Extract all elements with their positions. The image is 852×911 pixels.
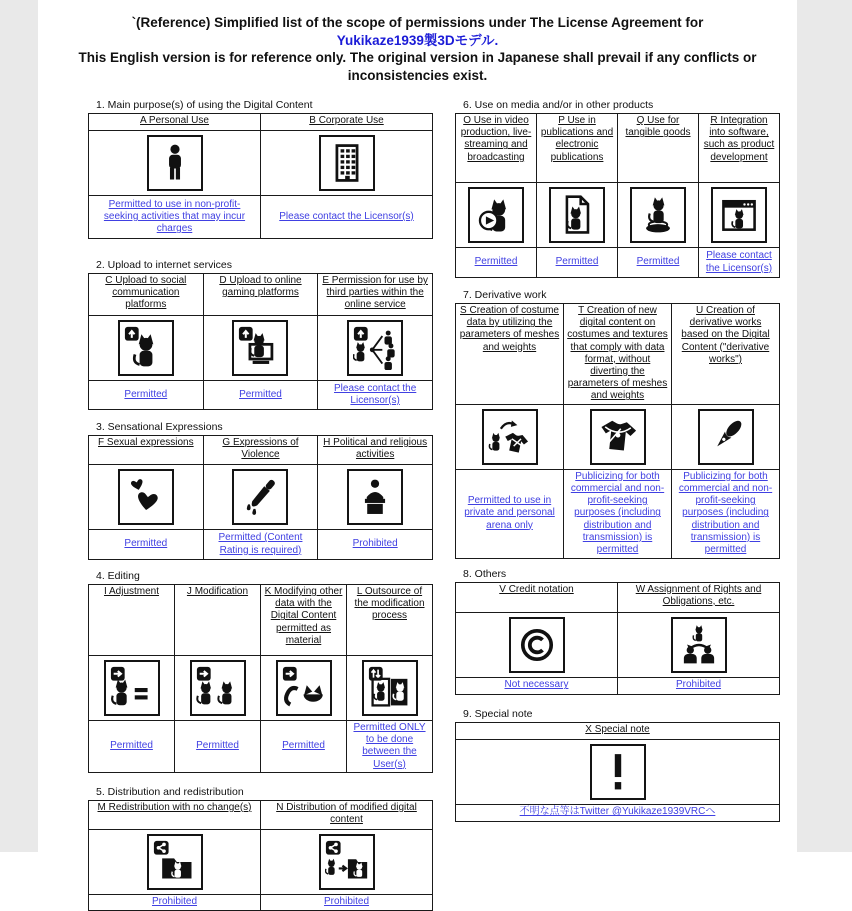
status-text: Permitted xyxy=(110,740,153,752)
costume-sewing-icon xyxy=(590,409,646,465)
section-title: 8. Others xyxy=(463,567,507,580)
status-cell xyxy=(456,248,537,278)
exclamation-icon xyxy=(590,744,646,800)
publication-icon xyxy=(549,187,605,243)
icon-cell xyxy=(261,829,433,894)
status-text: Permitted ONLY to be done between the User(s) xyxy=(353,722,426,770)
status-cell xyxy=(89,894,261,910)
permission-table xyxy=(455,582,780,695)
icon-cell xyxy=(89,316,204,381)
permission-table xyxy=(455,303,780,559)
status-cell xyxy=(261,196,433,239)
permission-table xyxy=(455,113,780,278)
section-2 xyxy=(88,259,433,410)
column-header-label: V Credit notation xyxy=(499,583,574,595)
status-cell xyxy=(456,469,564,558)
column-header-cell xyxy=(203,436,318,465)
status-cell xyxy=(89,381,204,410)
section-1 xyxy=(88,99,433,239)
column-header-cell xyxy=(318,274,433,316)
status-text: 不明な点等はTwitter @Yukikaze1939VRCへ xyxy=(519,806,716,818)
status-text: Publicizing for both commercial and non-profit-seeking purposes (including distribution and transmission) is permitted xyxy=(678,470,773,555)
status-text: Permitted to use in private and personal arena only xyxy=(464,495,555,531)
permission-table xyxy=(88,435,433,560)
share-folder-icon xyxy=(147,834,203,890)
icon-cell xyxy=(89,656,175,721)
status-cell xyxy=(89,196,261,239)
column-header-cell xyxy=(89,800,261,829)
icon-cell xyxy=(672,404,780,469)
arrow-cats-icon xyxy=(190,660,246,716)
video-play-icon xyxy=(468,187,524,243)
icon-cell xyxy=(618,612,780,677)
column-header-cell xyxy=(89,114,261,131)
column-header-label: W Assignment of Rights and Obligations, etc. xyxy=(635,583,762,607)
left-margin-strip xyxy=(0,0,38,852)
permission-table xyxy=(88,584,433,773)
column-header-cell xyxy=(261,585,347,656)
status-cell xyxy=(456,804,780,821)
status-cell xyxy=(347,721,433,773)
permission-table xyxy=(88,800,433,911)
status-text: Permitted xyxy=(636,256,680,268)
column-header-cell xyxy=(89,436,204,465)
status-cell xyxy=(261,894,433,910)
title-line-1: `(Reference) Simplified list of the scope of permissions under The License Agreement for xyxy=(131,15,704,30)
column-header-cell xyxy=(89,274,204,316)
column-header-cell xyxy=(618,582,780,612)
status-text: Please contact the Licensor(s) xyxy=(705,250,773,274)
column-header-cell xyxy=(203,274,318,316)
icon-cell xyxy=(261,131,433,196)
column-header-label: H Political and religious activities xyxy=(323,437,428,461)
title-line-3: This English version is for reference only. The original version in Japanese shall prevail if any conflicts or inconsistencies exist. xyxy=(78,50,757,84)
title-line-2: Yukikaze1939製3Dモデル. xyxy=(336,32,499,48)
status-text: Please contact the Licensor(s) xyxy=(279,210,414,222)
status-cell xyxy=(89,721,175,773)
status-text: Please contact the Licensor(s) xyxy=(334,382,417,406)
share-modified-icon xyxy=(319,834,375,890)
icon-cell xyxy=(89,829,261,894)
section-title: 6. Use on media and/or in other products xyxy=(463,99,654,111)
section-title: 9. Special note xyxy=(463,707,533,720)
column-header-label: J Modification xyxy=(186,586,249,597)
status-text: Permitted xyxy=(124,538,168,550)
status-cell xyxy=(203,530,318,560)
column-header-label: D Upload to online gaming platforms xyxy=(219,275,302,299)
costume-data-icon xyxy=(482,409,538,465)
section-title: 2. Upload to internet services xyxy=(96,259,232,271)
status-text: Permitted (Content Rating is required) xyxy=(218,532,303,556)
column-header-label: U Creation of derivative works based on the Digital Content ("derivative works") xyxy=(681,305,770,365)
status-text: Permitted xyxy=(196,740,239,752)
upload-computer-icon xyxy=(232,320,288,376)
permission-table xyxy=(88,113,433,239)
permission-table xyxy=(455,722,780,822)
icon-cell xyxy=(203,316,318,381)
status-cell xyxy=(699,248,780,278)
column-header-label: N Distribution of modified digital content xyxy=(276,801,417,825)
status-text: Permitted xyxy=(474,256,518,268)
status-text: Permitted xyxy=(282,740,325,752)
column-header-label: G Expressions of Violence xyxy=(222,437,299,461)
status-cell xyxy=(89,530,204,560)
section-8 xyxy=(455,568,780,695)
status-cell xyxy=(318,530,433,560)
knife-icon xyxy=(232,469,288,525)
person-icon xyxy=(147,135,203,191)
column-header-label: L Outsource of the modification process xyxy=(354,586,425,622)
section-title: 3. Sensational Expressions xyxy=(96,421,223,433)
arrow-parts-icon xyxy=(276,660,332,716)
column-header-cell xyxy=(261,114,433,131)
column-header-label: P Use in publications and electronic publications xyxy=(540,115,614,163)
copyright-icon xyxy=(509,617,565,673)
column-header-label: C Upload to social communication platforms xyxy=(105,275,187,311)
icon-cell xyxy=(203,465,318,530)
upload-share-icon xyxy=(347,320,403,376)
right-column xyxy=(455,99,780,911)
icon-cell xyxy=(318,316,433,381)
column-header-label: T Creation of new digital content on costumes and textures that comply with data format, without diverting the parameters of meshes and weights xyxy=(567,305,668,402)
section-title: 5. Distribution and redistribution xyxy=(96,785,244,798)
outsource-icon xyxy=(362,660,418,716)
status-text: Prohibited xyxy=(352,538,398,550)
column-header-cell xyxy=(347,585,433,656)
status-cell xyxy=(564,469,672,558)
icon-cell xyxy=(456,612,618,677)
status-text: Prohibited xyxy=(675,679,722,691)
section-7 xyxy=(455,289,780,559)
column-header-label: X Special note xyxy=(585,723,650,735)
column-header-label: M Redistribution with no change(s) xyxy=(97,801,252,813)
icon-cell xyxy=(261,656,347,721)
status-cell xyxy=(537,248,618,278)
section-title: 4. Editing xyxy=(96,570,140,582)
icon-cell xyxy=(89,131,261,196)
icon-cell xyxy=(618,183,699,248)
icon-cell xyxy=(456,404,564,469)
column-header-label: E Permission for use by third parties within the online service xyxy=(322,275,428,311)
tables-area xyxy=(88,99,780,911)
section-5 xyxy=(88,786,433,911)
section-title: 7. Derivative work xyxy=(463,289,547,301)
column-header-cell xyxy=(175,585,261,656)
column-header-label: F Sexual expressions xyxy=(98,437,194,448)
section-3 xyxy=(88,421,433,560)
icon-cell xyxy=(564,404,672,469)
column-header-cell xyxy=(456,722,780,739)
hearts-icon xyxy=(118,469,174,525)
status-text: Prohibited xyxy=(323,896,370,908)
status-text: Prohibited xyxy=(151,896,198,908)
icon-cell xyxy=(318,465,433,530)
column-header-cell xyxy=(537,114,618,183)
column-header-cell xyxy=(89,585,175,656)
column-header-cell xyxy=(672,304,780,405)
status-cell xyxy=(318,381,433,410)
status-text: Permitted xyxy=(555,256,599,268)
status-cell xyxy=(618,248,699,278)
section-6 xyxy=(455,99,780,278)
status-cell xyxy=(456,677,618,694)
column-header-cell xyxy=(456,304,564,405)
icon-cell xyxy=(89,465,204,530)
column-header-label: Q Use for tangible goods xyxy=(625,115,691,139)
figurine-icon xyxy=(630,187,686,243)
column-header-label: B Corporate Use xyxy=(309,115,384,126)
column-header-cell xyxy=(456,114,537,183)
left-column xyxy=(88,99,433,911)
icon-cell xyxy=(537,183,618,248)
status-text: Permitted xyxy=(124,388,168,400)
status-cell xyxy=(175,721,261,773)
icon-cell xyxy=(456,183,537,248)
column-header-label: I Adjustment xyxy=(103,586,160,597)
status-text: Permitted xyxy=(239,388,282,400)
column-header-cell xyxy=(618,114,699,183)
permission-table xyxy=(88,273,433,410)
status-text: Not necessary xyxy=(504,679,569,691)
column-header-label: S Creation of costume data by utilizing the parameters of meshes and weights xyxy=(459,305,560,353)
section-title: 1. Main purpose(s) of using the Digital Content xyxy=(96,99,313,111)
podium-icon xyxy=(347,469,403,525)
upload-cat-icon xyxy=(118,320,174,376)
column-header-cell xyxy=(318,436,433,465)
document-title xyxy=(38,0,797,86)
status-cell xyxy=(261,721,347,773)
status-cell xyxy=(203,381,318,410)
column-header-cell xyxy=(261,800,433,829)
column-header-label: R Integration into software, such as product development xyxy=(703,115,775,163)
column-header-label: K Modifying other data with the Digital Content permitted as material xyxy=(264,586,343,646)
arrow-equals-icon xyxy=(104,660,160,716)
status-text: Publicizing for both commercial and non-profit-seeking purposes (including distribution and transmission) is permitted xyxy=(570,470,665,555)
pen-nib-icon xyxy=(698,409,754,465)
building-icon xyxy=(319,135,375,191)
right-margin-strip xyxy=(797,0,852,852)
section-9 xyxy=(455,708,780,822)
status-cell xyxy=(672,469,780,558)
assignment-icon xyxy=(671,617,727,673)
icon-cell xyxy=(347,656,433,721)
column-header-cell xyxy=(456,582,618,612)
icon-cell xyxy=(456,739,780,804)
column-header-cell xyxy=(699,114,780,183)
icon-cell xyxy=(699,183,780,248)
column-header-label: O Use in video production, live-streaming and broadcasting xyxy=(460,115,532,163)
section-4 xyxy=(88,570,433,773)
software-window-icon xyxy=(711,187,767,243)
status-text: Permitted to use in non-profit-seeking activities that may incur charges xyxy=(103,198,246,235)
column-header-cell xyxy=(564,304,672,405)
column-header-label: A Personal Use xyxy=(140,115,209,126)
icon-cell xyxy=(175,656,261,721)
document-content xyxy=(38,0,797,908)
status-cell xyxy=(618,677,780,694)
